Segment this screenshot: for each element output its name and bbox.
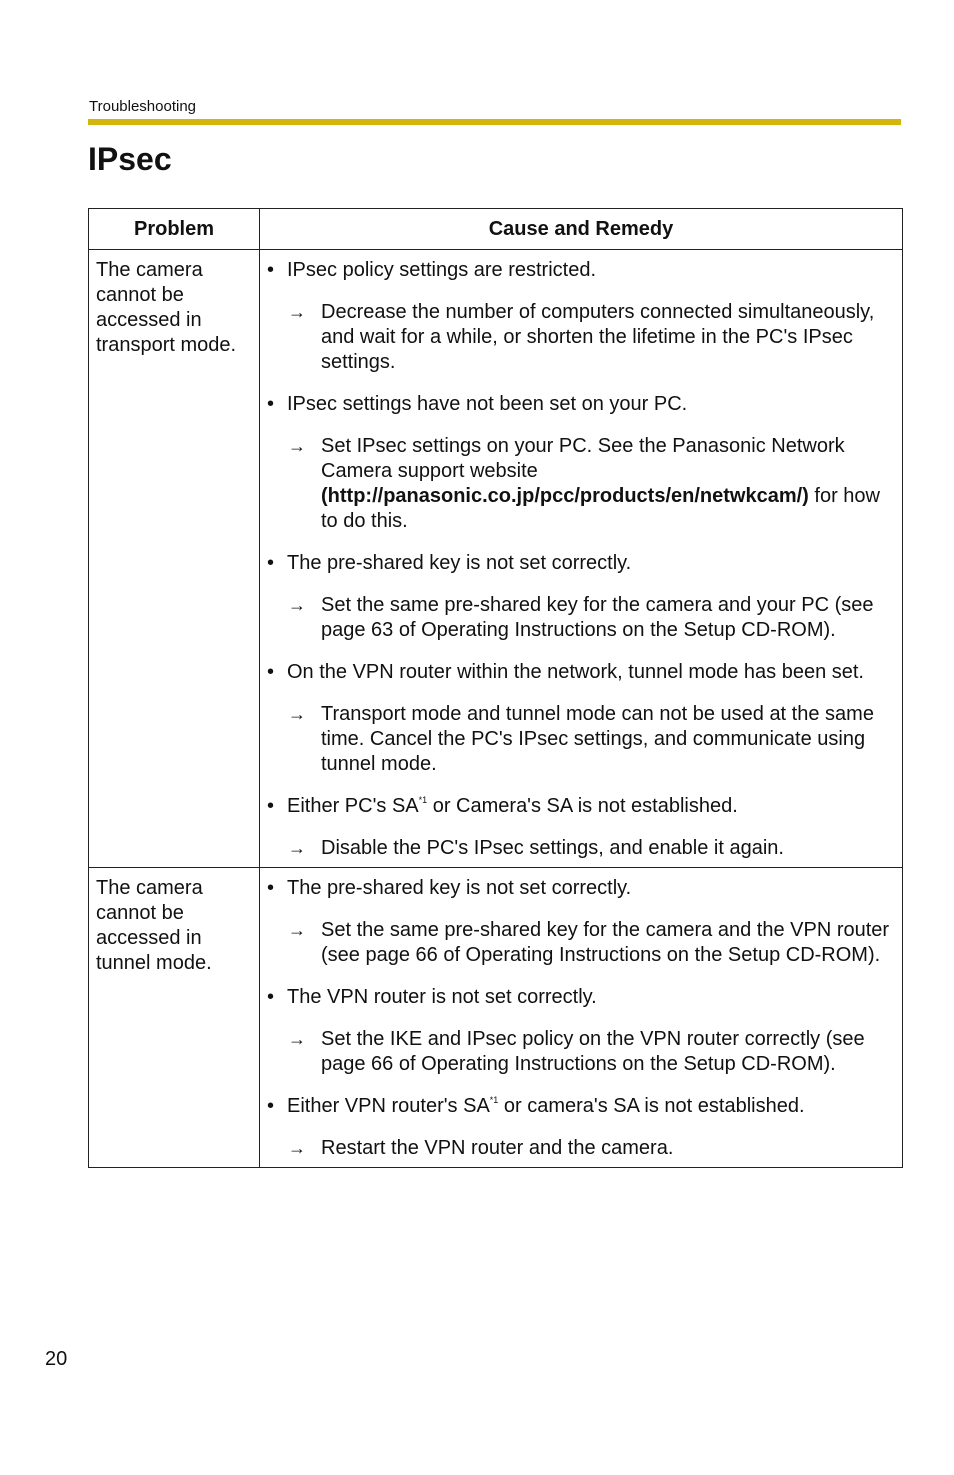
remedy-item <box>266 836 892 861</box>
header-rule <box>88 119 901 125</box>
remedy-item <box>266 1136 892 1161</box>
remedy-text-suffix: for how to do this. <box>321 485 880 532</box>
remedy-text: Set IPsec settings on your PC. See the Panasonic Network Camera support website <box>321 435 845 482</box>
remedy-cell <box>260 868 903 1168</box>
arrow-right-icon: → <box>288 1029 306 1049</box>
bullet-icon: • <box>267 795 275 817</box>
cause-text: On the VPN router within the network, tunnel mode has been set. <box>287 661 864 683</box>
cause-item <box>266 985 892 1010</box>
cause-text: Either VPN router's SA <box>287 1095 490 1117</box>
remedy-item <box>266 702 892 777</box>
cause-text-suffix: or camera's SA is not established. <box>498 1095 805 1117</box>
page-title: IPsec <box>88 141 172 177</box>
cause-text: The pre-shared key is not set correctly. <box>287 877 632 899</box>
arrow-right-icon: → <box>288 704 306 724</box>
remedy-text: Set the same pre-shared key for the camera and the VPN router (see page 66 of Operating Instructions on the Setup CD-ROM). <box>321 919 890 966</box>
bullet-icon: • <box>267 661 275 683</box>
arrow-right-icon: → <box>288 920 306 940</box>
arrow-right-icon: → <box>288 595 306 615</box>
remedy-item <box>266 300 892 375</box>
table-row <box>89 868 903 1168</box>
remedy-text: Set the same pre-shared key for the camera and your PC (see page 63 of Operating Instructions on the Setup CD-ROM). <box>321 594 874 641</box>
cause-item <box>266 551 892 576</box>
remedy-text: Decrease the number of computers connected simultaneously, and wait for a while, or shorten the lifetime in the PC's IPsec settings. <box>321 301 875 373</box>
cause-text: The pre-shared key is not set correctly. <box>287 552 632 574</box>
remedy-text: Disable the PC's IPsec settings, and enable it again. <box>321 837 784 859</box>
column-header-problem: Problem <box>89 209 260 250</box>
footnote-marker: *1 <box>418 795 428 805</box>
bullet-icon: • <box>267 259 275 281</box>
remedy-text: Transport mode and tunnel mode can not be used at the same time. Cancel the PC's IPsec settings, and communicate using tunnel mode. <box>321 703 874 775</box>
remedy-item <box>266 434 892 534</box>
cause-item <box>266 258 892 283</box>
support-website-link: (http://panasonic.co.jp/pcc/products/en/netwkcam/) <box>321 485 809 507</box>
cause-text: The VPN router is not set correctly. <box>287 986 597 1008</box>
footnote-marker: *1 <box>489 1095 499 1105</box>
cause-item <box>266 1094 892 1119</box>
cause-text: IPsec policy settings are restricted. <box>287 259 597 281</box>
cause-text: IPsec settings have not been set on your PC. <box>287 393 688 415</box>
remedy-item <box>266 918 892 968</box>
arrow-right-icon: → <box>288 436 306 456</box>
remedy-item <box>266 593 892 643</box>
arrow-right-icon: → <box>288 838 306 858</box>
page-number: 20 <box>45 1348 68 1370</box>
bullet-icon: • <box>267 986 275 1008</box>
cause-item <box>266 876 892 901</box>
problem-cell: The camera cannot be accessed in transport mode. <box>89 250 260 868</box>
remedy-text: Restart the VPN router and the camera. <box>321 1137 674 1159</box>
remedy-item <box>266 1027 892 1077</box>
bullet-icon: • <box>267 877 275 899</box>
cause-text: Either PC's SA <box>287 795 419 817</box>
bullet-icon: • <box>267 393 275 415</box>
arrow-right-icon: → <box>288 302 306 322</box>
section-label: Troubleshooting <box>89 98 197 115</box>
bullet-icon: • <box>267 1095 275 1117</box>
cause-item <box>266 660 892 685</box>
table-row <box>89 250 903 868</box>
table-header-row <box>89 209 903 250</box>
cause-item <box>266 794 892 819</box>
arrow-right-icon: → <box>288 1138 306 1158</box>
column-header-cause-remedy: Cause and Remedy <box>260 209 903 250</box>
problem-cell: The camera cannot be accessed in tunnel mode. <box>89 868 260 1168</box>
troubleshooting-table <box>88 208 903 1168</box>
remedy-cell <box>260 250 903 868</box>
cause-text-suffix: or Camera's SA is not established. <box>427 795 738 817</box>
bullet-icon: • <box>267 552 275 574</box>
cause-item <box>266 392 892 417</box>
remedy-text: Set the IKE and IPsec policy on the VPN router correctly (see page 66 of Operating Instructions on the Setup CD-ROM). <box>321 1028 865 1075</box>
